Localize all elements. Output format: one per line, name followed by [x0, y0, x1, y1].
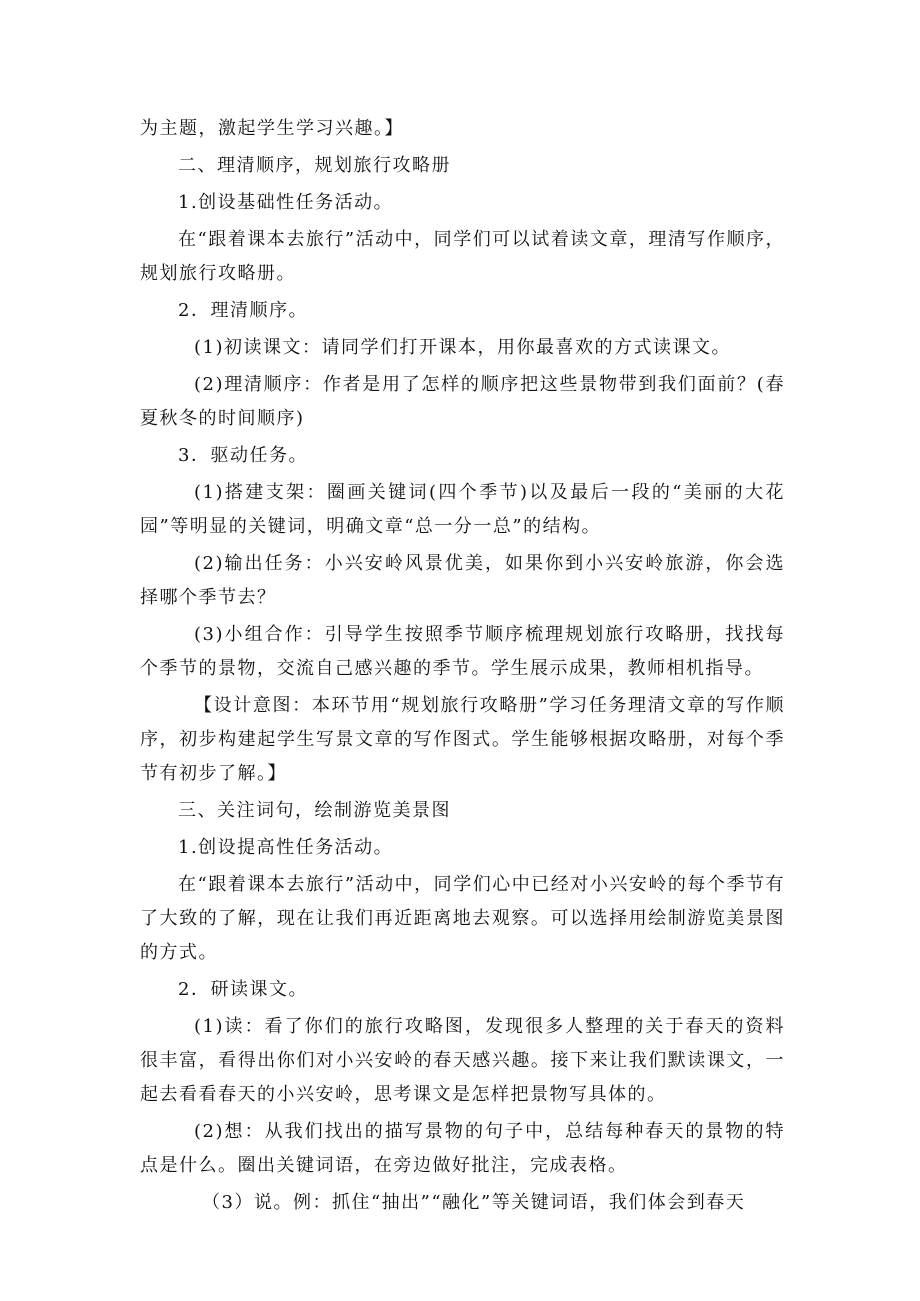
sub-item: (1)读：看了你们的旅行攻略图，发现很多人整理的关于春天的资料很丰富，看得出你们对小兴安岭的春天感兴趣。接下来让我们默读课文，一起去看看春天的小兴安岭，思考课文是怎样把景物写具体的。 — [140, 1016, 785, 1105]
sub-item: (2)想：从我们找出的描写景物的句子中，总结每种春天的景物的特点是什么。圈出关键词语，在旁边做好批注，完成表格。 — [140, 1121, 785, 1176]
step-heading: 2．理清顺序。 — [178, 300, 308, 321]
section-heading: 三、关注词句，绘制游览美景图 — [178, 800, 451, 821]
sub-item: (2)输出任务：小兴安岭风景优美，如果你到小兴安岭旅游，你会选择哪个季节去？ — [140, 553, 785, 608]
sub-item: （3）说。例：抓住“抽出”“融化”等关键词语，我们体会到春天 — [202, 1192, 746, 1213]
step-heading: 3．驱动任务。 — [178, 445, 308, 466]
step-heading: 2．研读课文。 — [178, 979, 308, 1000]
paragraph: 为主题，激起学生学习兴趣。】 — [140, 118, 404, 139]
sub-item: (1)初读课文：请同学们打开课本，用你最喜欢的方式读课文。 — [194, 337, 731, 358]
design-intent-note: 【设计意图：本环节用“规划旅行攻略册”学习任务理清文章的写作顺序，初步构建起学生写景文章的写作图式。学生能够根据攻略册，对每个季节有初步了解。】 — [140, 695, 785, 784]
document-body — [140, 112, 785, 1223]
step-heading: 1.创设基础性任务活动。 — [178, 192, 394, 213]
sub-item: (2)理清顺序：作者是用了怎样的顺序把这些景物带到我们面前？(春夏秋冬的时间顺序) — [140, 374, 785, 429]
paragraph: 在“跟着课本去旅行”活动中，同学们可以试着读文章，理清写作顺序，规划旅行攻略册。 — [140, 229, 785, 284]
paragraph: 在“跟着课本去旅行”活动中，同学们心中已经对小兴安岭的每个季节有了大致的了解，现在让我们再近距离地去观察。可以选择用绘制游览美景图的方式。 — [140, 874, 785, 963]
sub-item: (3)小组合作：引导学生按照季节顺序梳理规划旅行攻略册，找找每个季节的景物，交流自己感兴趣的季节。学生展示成果，教师相机指导。 — [140, 624, 785, 679]
section-heading: 二、理清顺序，规划旅行攻略册 — [178, 155, 451, 176]
step-heading: 1.创设提高性任务活动。 — [178, 837, 394, 858]
sub-item: (1)搭建支架：圈画关键词(四个季节)以及最后一段的“美丽的大花园”等明显的关键词，明确文章“总一分一总”的结构。 — [140, 482, 785, 537]
